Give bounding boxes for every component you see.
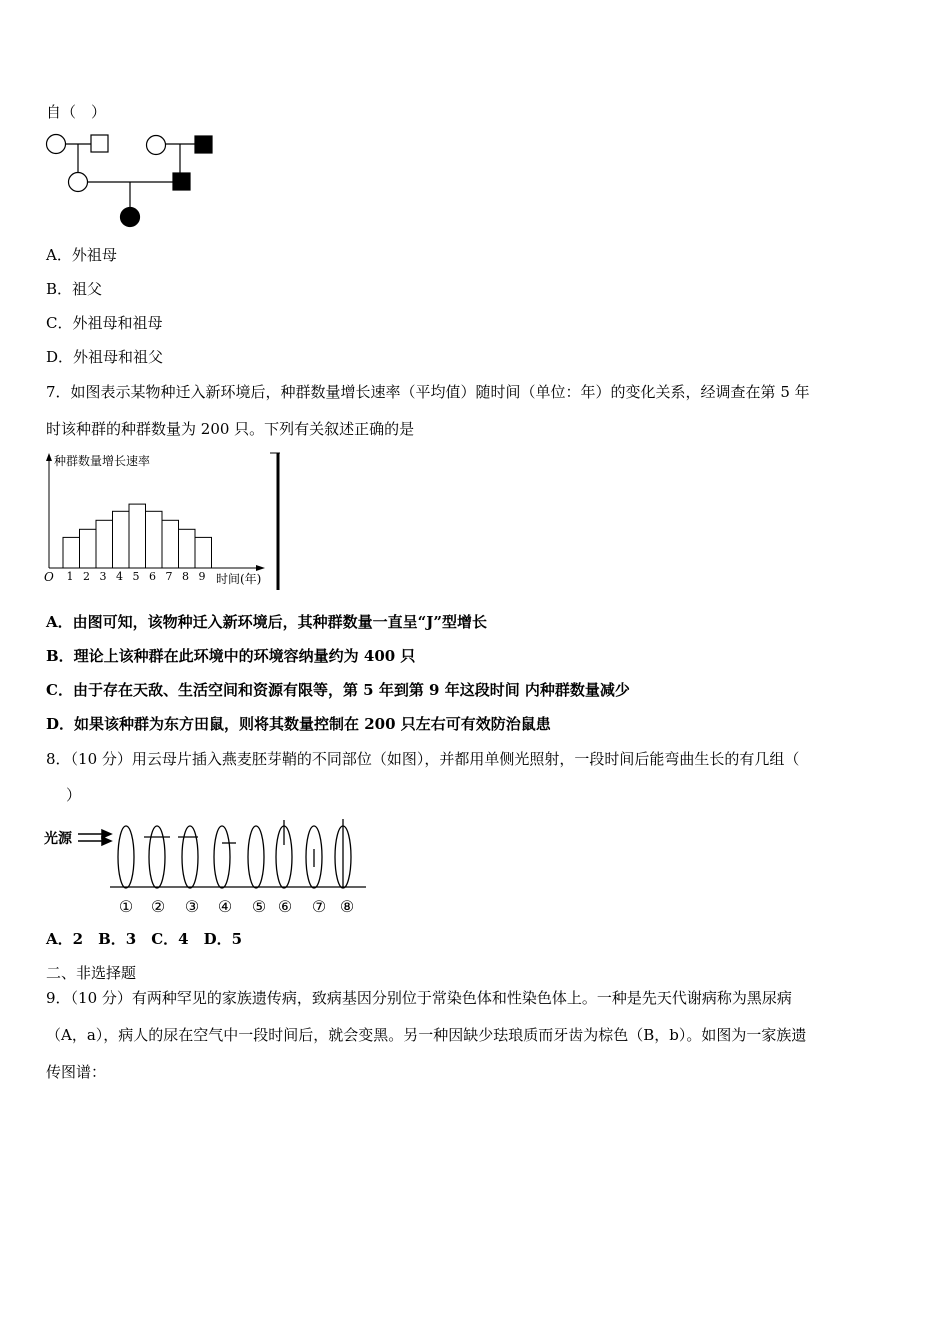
- y-axis-arrow: [46, 453, 52, 461]
- bar-year-8: [179, 529, 196, 568]
- q7-option-c: C．由于存在天敌、生活空间和资源有限等，第 5 年到第 9 年这段时间 内种群数量减少: [46, 681, 630, 699]
- q9-stem-line1: 9．（10 分）有两种罕见的家族遗传病，致病基因分别位于常染色体和性染色体上。一种是先天代谢病称为黑尿病: [46, 989, 792, 1007]
- bar-year-4: [113, 511, 130, 568]
- q9-stem-line3: 传图谱：: [46, 1063, 107, 1081]
- tick-label-8: 8: [182, 570, 189, 583]
- tick-label-1: 1: [66, 570, 74, 583]
- number-3: ③: [184, 897, 200, 916]
- coleoptile-3: [182, 826, 198, 888]
- grandfather-paternal-affected: [195, 136, 212, 153]
- q8-stem-line1: 8．（10 分）用云母片插入燕麦胚芽鞘的不同部位（如图），并都用单侧光照射，一段时间后能弯曲生长的有几组（: [46, 750, 800, 768]
- tick-label-3: 3: [99, 570, 107, 583]
- bar-year-7: [162, 520, 179, 568]
- x-axis-arrow: [256, 565, 265, 571]
- number-8: ⑧: [339, 897, 355, 916]
- number-2: ②: [150, 897, 166, 916]
- q9-stem-line2: （A，a），病人的尿在空气中一段时间后，就会变黑。另一种因缺少珐琅质而牙齿为棕色（B，b）。如图为一家族遗: [46, 1026, 807, 1044]
- grandmother-paternal: [147, 136, 166, 155]
- q8-options: A．2 B．3 C．4 D．5: [46, 930, 243, 948]
- growth-rate-chart: [40, 450, 285, 595]
- q6-stem-tail: 自（ ）: [46, 103, 107, 121]
- coleoptile-5: [248, 826, 264, 888]
- number-4: ④: [217, 897, 233, 916]
- tick-label-4: 4: [116, 570, 123, 583]
- tick-label-2: 2: [83, 570, 90, 583]
- y-axis-label: 种群数量增长速率: [54, 454, 151, 468]
- father-affected: [173, 173, 190, 190]
- bar-year-6: [146, 511, 163, 568]
- bar-year-5: [129, 504, 146, 568]
- mother: [69, 173, 88, 192]
- light-source-label: 光源: [44, 831, 72, 847]
- origin-label: O: [44, 570, 54, 584]
- q6-option-c: C．外祖母和祖母: [46, 314, 163, 332]
- grandmother-maternal: [47, 135, 66, 154]
- daughter-affected: [121, 208, 140, 227]
- tick-label-7: 7: [165, 570, 173, 583]
- coleoptile-1: [118, 826, 134, 888]
- coleoptile-figure: [44, 815, 374, 920]
- coleoptile-2: [149, 826, 165, 888]
- q7-option-b: B．理论上该种群在此环境中的环境容纳量约为 400 只: [46, 647, 416, 665]
- grandfather-maternal: [91, 135, 108, 152]
- number-6: ⑥: [277, 897, 293, 916]
- bar-year-3: [96, 520, 113, 568]
- pedigree-figure: [40, 130, 220, 230]
- q6-option-a: A．外祖母: [46, 246, 117, 264]
- section-2-title: 二、非选择题: [46, 964, 137, 982]
- number-7: ⑦: [311, 897, 327, 916]
- q7-stem-line2: 时该种群的种群数量为 200 只。下列有关叙述正确的是: [46, 420, 415, 438]
- bar-year-1: [63, 537, 80, 568]
- coleoptile-4: [214, 826, 230, 888]
- q7-stem-line1: 7．如图表示某物种迁入新环境后，种群数量增长速率（平均值）随时间（单位：年）的变化关系，经调查在第 5 年: [46, 383, 810, 401]
- q6-option-d: D．外祖母和祖父: [46, 348, 164, 366]
- q6-option-b: B．祖父: [46, 280, 103, 298]
- tick-label-5: 5: [132, 570, 140, 583]
- q8-stem-line2: ）: [66, 786, 82, 804]
- bar-year-2: [80, 529, 97, 568]
- bar-year-9: [195, 537, 212, 568]
- number-5: ⑤: [251, 897, 267, 916]
- number-1: ①: [118, 897, 134, 916]
- q7-option-a: A．由图可知，该物种迁入新环境后，其种群数量一直呈“J”型增长: [46, 613, 487, 631]
- tick-label-9: 9: [198, 570, 206, 583]
- light-arrows: [78, 830, 111, 845]
- x-axis-label: 时间(年): [216, 572, 262, 586]
- q7-option-d: D．如果该种群为东方田鼠，则将其数量控制在 200 只左右可有效防治鼠患: [46, 715, 551, 733]
- tick-label-6: 6: [149, 570, 156, 583]
